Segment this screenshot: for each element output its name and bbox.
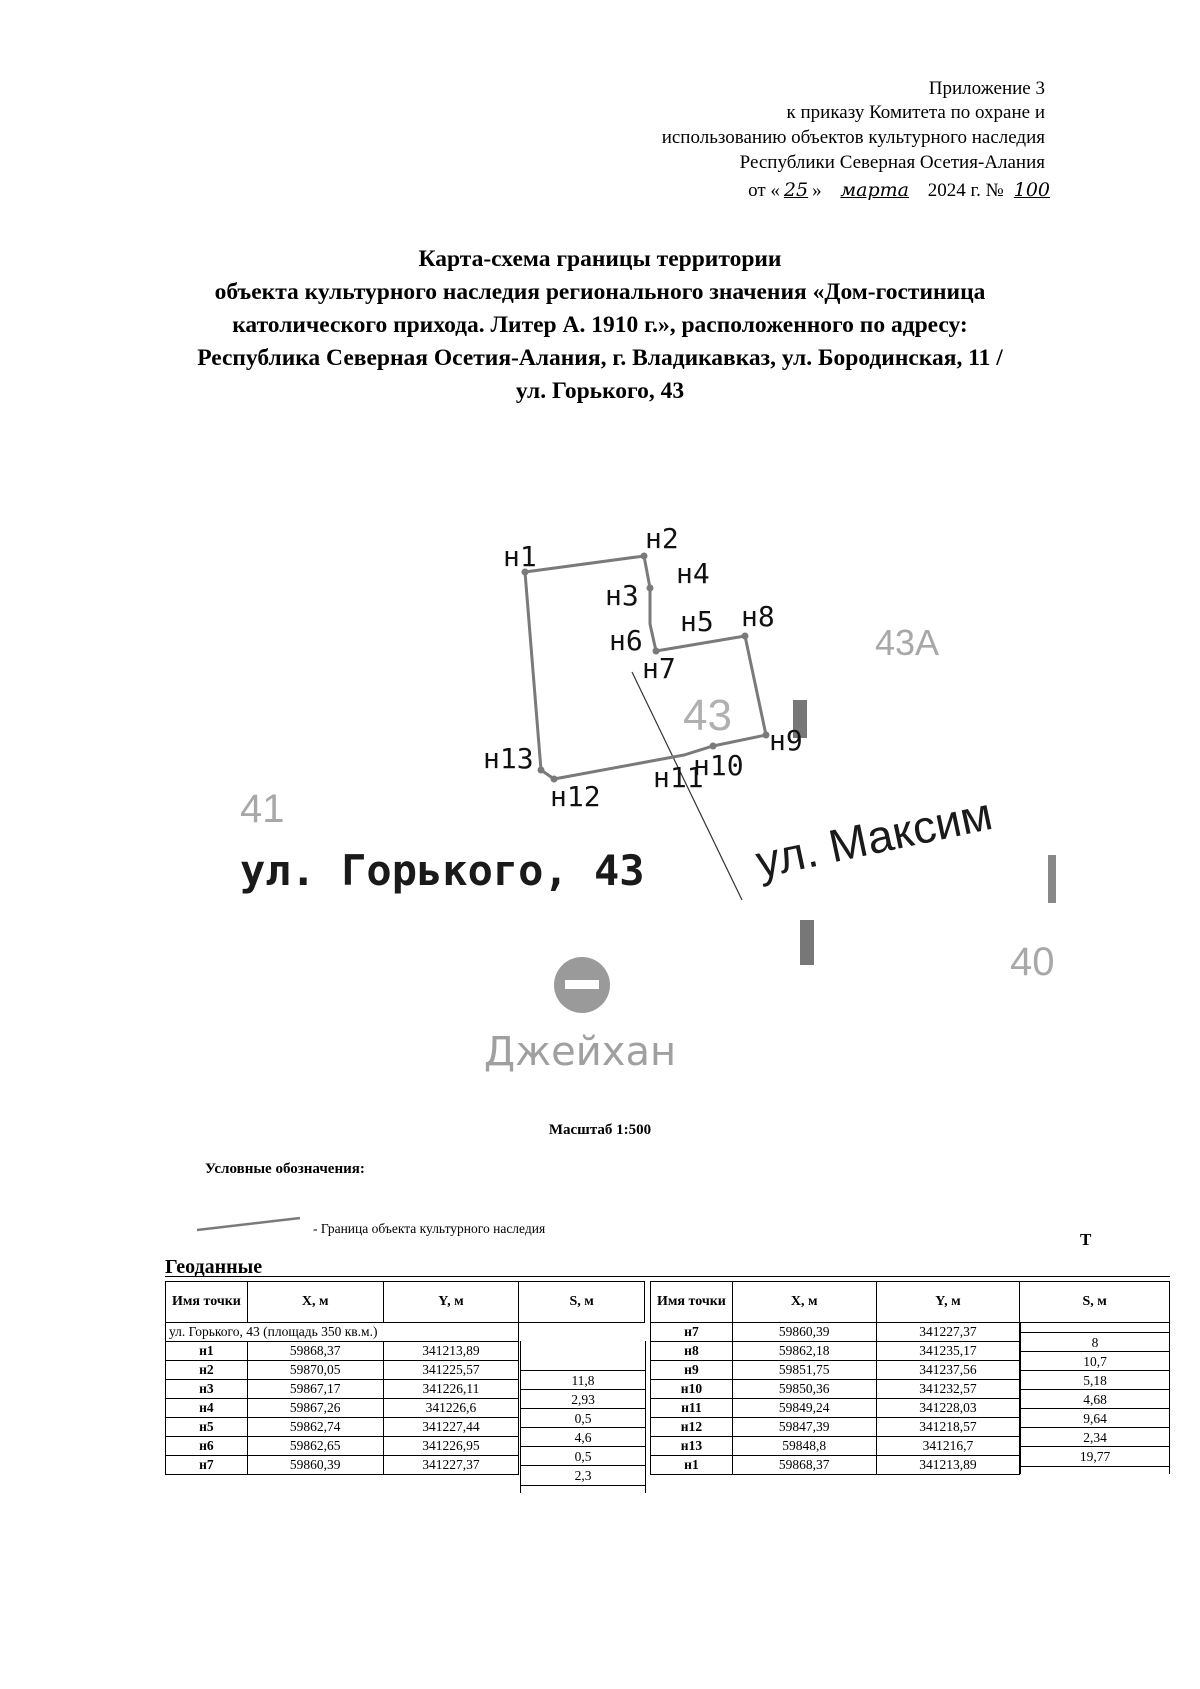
building-number-43: 43 (683, 691, 732, 740)
coord-y: 341237,56 (876, 1361, 1020, 1380)
point-name: н8 (651, 1342, 733, 1361)
col-header-y: Y, м (383, 1282, 519, 1323)
point-label-n13: н13 (483, 742, 534, 775)
col-header-s: S, м (519, 1282, 645, 1323)
s-values-right (1020, 1322, 1170, 1474)
point-label-n10: н10 (693, 749, 744, 782)
point-label-n5: н5 (680, 605, 714, 638)
coord-x: 59870,05 (247, 1361, 383, 1380)
coord-y: 341232,57 (876, 1380, 1020, 1399)
coord-x: 59860,39 (732, 1323, 876, 1342)
col-header-x: X, м (732, 1282, 876, 1323)
point-name: н11 (651, 1399, 733, 1418)
point-name: н3 (166, 1380, 248, 1399)
legend-boundary-text: - Граница объекта культурного наследия (313, 1221, 546, 1236)
point-label-n1: н1 (503, 540, 537, 573)
point-name: н2 (166, 1361, 248, 1380)
coord-y: 341227,44 (383, 1418, 519, 1437)
date-mid: » (812, 180, 822, 201)
s-value: 8 (1021, 1332, 1169, 1352)
order-ref-line1: к приказу Комитета по охране и (786, 102, 1045, 123)
point-name: н13 (651, 1437, 733, 1456)
point-label-n6: н6 (609, 624, 643, 657)
point-label-n11: н11 (653, 761, 704, 794)
point-label-n7: н7 (642, 652, 676, 685)
building-fragment (800, 920, 814, 965)
coord-x: 59848,8 (732, 1437, 876, 1456)
s-value: 9,64 (1021, 1408, 1169, 1428)
s-value: 4,6 (521, 1427, 645, 1447)
col-header-name: Имя точки (166, 1282, 248, 1323)
coord-x: 59862,18 (732, 1342, 876, 1361)
s-value: 2,34 (1021, 1427, 1169, 1447)
point-name: н7 (166, 1456, 248, 1475)
col-header-y: Y, м (876, 1282, 1020, 1323)
s-value: 2,93 (521, 1389, 645, 1409)
coord-x: 59867,26 (247, 1399, 383, 1418)
point-label-n8: н8 (741, 600, 775, 633)
s-values-left (520, 1341, 646, 1493)
col-header-x: X, м (247, 1282, 383, 1323)
appendix-label: Приложение 3 (928, 78, 1045, 99)
coord-x: 59851,75 (732, 1361, 876, 1380)
title-line-5: ул. Горького, 43 (515, 378, 685, 404)
col-header-s: S, м (1020, 1282, 1170, 1323)
table-subheader-row (166, 1323, 645, 1342)
s-value: 4,68 (1021, 1389, 1169, 1409)
coord-y: 341213,89 (876, 1456, 1020, 1475)
point-name: н6 (166, 1437, 248, 1456)
s-value: 2,3 (521, 1465, 645, 1486)
point-name: н1 (166, 1342, 248, 1361)
point-label-n3: н3 (605, 579, 639, 612)
building-number-40: 40 (1010, 940, 1055, 984)
doc-number-handwritten: 100 (1013, 179, 1050, 201)
coord-y: 341227,37 (383, 1456, 519, 1475)
legend-t-mark: Т (1080, 1230, 1092, 1249)
point-name: н9 (651, 1361, 733, 1380)
s-value: 19,77 (1021, 1446, 1169, 1467)
coord-y: 341227,37 (876, 1323, 1020, 1342)
map-scale: Масштаб 1:500 (548, 1122, 652, 1138)
coord-x: 59862,74 (247, 1418, 383, 1437)
s-value: 11,8 (521, 1370, 645, 1390)
building-fragment (1048, 855, 1056, 903)
point-name: н5 (166, 1418, 248, 1437)
coord-y: 341213,89 (383, 1342, 519, 1361)
coord-y: 341235,17 (876, 1342, 1020, 1361)
point-label-n2: н2 (645, 522, 679, 555)
coord-y: 341225,57 (383, 1361, 519, 1380)
title-line-2: объекта культурного наследия регионального значения «Дом-гостиница (214, 279, 986, 305)
point-name: н1 (651, 1456, 733, 1475)
coord-x: 59849,24 (732, 1399, 876, 1418)
s-value: 0,5 (521, 1446, 645, 1466)
coord-y: 341216,7 (876, 1437, 1020, 1456)
point-name: н12 (651, 1418, 733, 1437)
legend-boundary-line-icon (195, 1214, 305, 1234)
order-ref-line2: использованию объектов культурного наследия (661, 127, 1045, 148)
date-day-handwritten: 25 (783, 179, 809, 201)
coord-y: 341218,57 (876, 1418, 1020, 1437)
title-line-3: католического прихода. Литер А. 1910 г.», расположенного по адресу: (232, 312, 968, 338)
poi-label-jeyhan: Джейхан (483, 1029, 677, 1075)
point-name: н4 (166, 1399, 248, 1418)
s-value: 5,18 (1021, 1370, 1169, 1390)
building-number-41: 41 (240, 787, 285, 831)
coord-x: 59847,39 (732, 1418, 876, 1437)
coord-x: 59867,17 (247, 1380, 383, 1399)
coord-x: 59868,37 (247, 1342, 383, 1361)
title-line-1: Карта-схема границы территории (418, 246, 782, 272)
geodata-title: Геоданные (165, 1256, 263, 1278)
building-number-43a: 43А (875, 622, 940, 663)
table-header-row (651, 1282, 1170, 1323)
s-value: 10,7 (1021, 1351, 1169, 1371)
coord-x: 59860,39 (247, 1456, 383, 1475)
coord-y: 341226,95 (383, 1437, 519, 1456)
point-label-n4: н4 (676, 557, 710, 590)
point-name: н7 (651, 1323, 733, 1342)
coord-y: 341226,6 (383, 1399, 519, 1418)
coord-x: 59862,65 (247, 1437, 383, 1456)
cafe-circle-icon (554, 957, 610, 1013)
coord-y: 341226,11 (383, 1380, 519, 1399)
object-subheader: ул. Горького, 43 (площадь 350 кв.м.) (166, 1323, 519, 1342)
date-year: 2024 г. № (927, 180, 1004, 201)
order-ref-line3: Республики Северная Осетия-Алания (739, 152, 1045, 173)
street-label-gorkogo: ул. Горького, 43 (240, 846, 645, 895)
point-label-n12: н12 (550, 780, 601, 813)
coord-y: 341228,03 (876, 1399, 1020, 1418)
s-value: 0,5 (521, 1408, 645, 1428)
coord-x: 59850,36 (732, 1380, 876, 1399)
point-label-n9: н9 (769, 724, 803, 757)
coord-x: 59868,37 (732, 1456, 876, 1475)
col-header-name: Имя точки (651, 1282, 733, 1323)
table-header-row (166, 1282, 645, 1323)
street-label-maksim: ул. Максим (751, 787, 997, 888)
legend-title: Условные обозначения: (205, 1161, 365, 1177)
date-month-handwritten: марта (840, 179, 909, 201)
geodata-rule (165, 1276, 1170, 1277)
title-line-4: Республика Северная Осетия-Алания, г. Владикавказ, ул. Бородинская, 11 / (197, 345, 1003, 371)
point-name: н10 (651, 1380, 733, 1399)
date-prefix: от « (748, 180, 780, 201)
